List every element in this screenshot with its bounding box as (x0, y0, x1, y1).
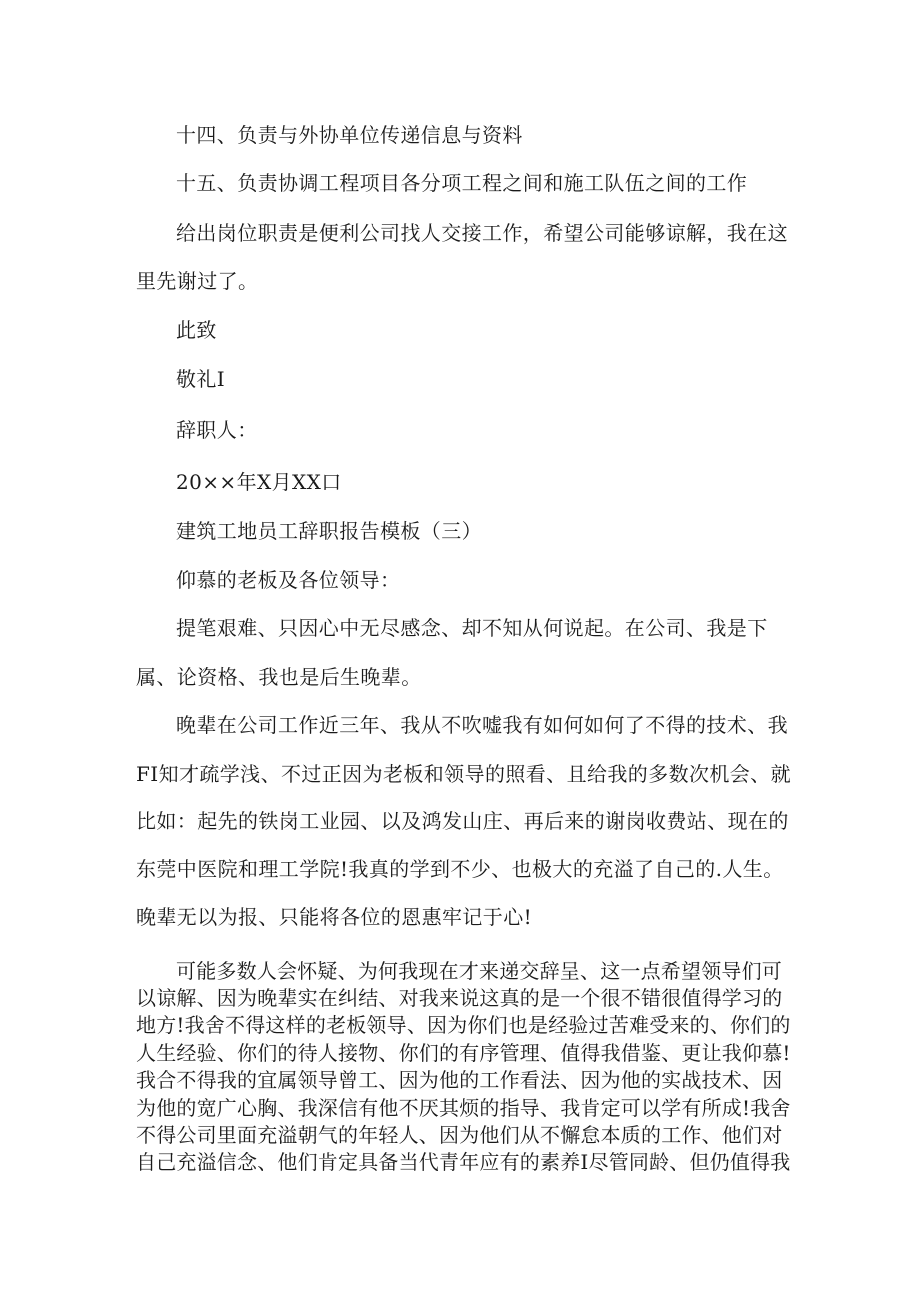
paragraph-line: 给出岗位职责是便利公司找人交接工作，希望公司能够谅解，我在这 (176, 221, 788, 245)
paragraph-line: 晚辈无以为报、只能将各位的恩惠牢记于心! (136, 905, 533, 929)
dense-paragraph-line: 以谅解、因为晚辈实在纠结、对我来说这真的是一个很不错很值得学习的 (136, 986, 783, 1010)
dense-paragraph-line: 地方!我舍不得这样的老板领导、因为你们也是经验过苦难受来的、你们的 (136, 1013, 791, 1037)
dense-paragraph-line: 自己充溢信念、他们肯定具备当代青年应有的素养I尽管同龄、但仍值得我 (136, 1150, 791, 1174)
signature-date: 20××年X月XX口 (176, 470, 342, 494)
item-fifteen: 十五、负责协调工程项目各分项工程之间和施工队伍之间的工作 (176, 171, 748, 195)
dense-paragraph-line: 人生经验、你们的待人接物、你们的有序管理、值得我借鉴、更让我仰慕! (136, 1041, 791, 1065)
signer-label: 辞职人： (176, 418, 258, 442)
paragraph-line: 属、论资格、我也是后生晚辈。 (136, 665, 422, 689)
closing-salutation: 此致 (176, 318, 217, 342)
closing-regards: 敬礼I (176, 367, 226, 391)
paragraph-line: FI知才疏学浅、不过正因为老板和领导的照看、且给我的多数次机会、就 (136, 762, 791, 786)
section-title: 建筑工地员工辞职报告模板（三） (176, 519, 482, 543)
paragraph-line: 晚辈在公司工作近三年、我从不吹嘘我有如何如何了不得的技术、我 (176, 713, 788, 737)
paragraph-line: 比如：起先的铁岗工业园、以及鸿发山庄、再后来的谢岗收费站、现在的 (136, 809, 789, 833)
paragraph-line: 里先谢过了。 (136, 269, 259, 293)
item-fourteen: 十四、负责与外协单位传递信息与资料 (176, 123, 523, 147)
dense-paragraph-line: 我合不得我的宜属领导曾工、因为他的工作看法、因为他的实战技术、因 (136, 1068, 783, 1092)
dense-paragraph-line: 不得公司里面充溢朝气的年轻人、因为他们从不懈怠本质的工作、他们对 (136, 1123, 783, 1147)
greeting: 仰慕的老板及各位领导： (176, 568, 401, 592)
paragraph-line: 东莞中医院和理工学院!我真的学到不少、也极大的充溢了自己的.人生。 (136, 857, 784, 881)
dense-paragraph-line: 可能多数人会怀疑、为何我现在才来递交辞呈、这一点希望领导们可 (176, 959, 782, 983)
dense-paragraph-line: 为他的宽广心胸、我深信有他不厌其烦的指导、我肯定可以学有所成!我舍 (136, 1096, 791, 1120)
paragraph-line: 提笔艰难、只因心中无尽感念、却不知从何说起。在公司、我是下 (176, 616, 768, 640)
